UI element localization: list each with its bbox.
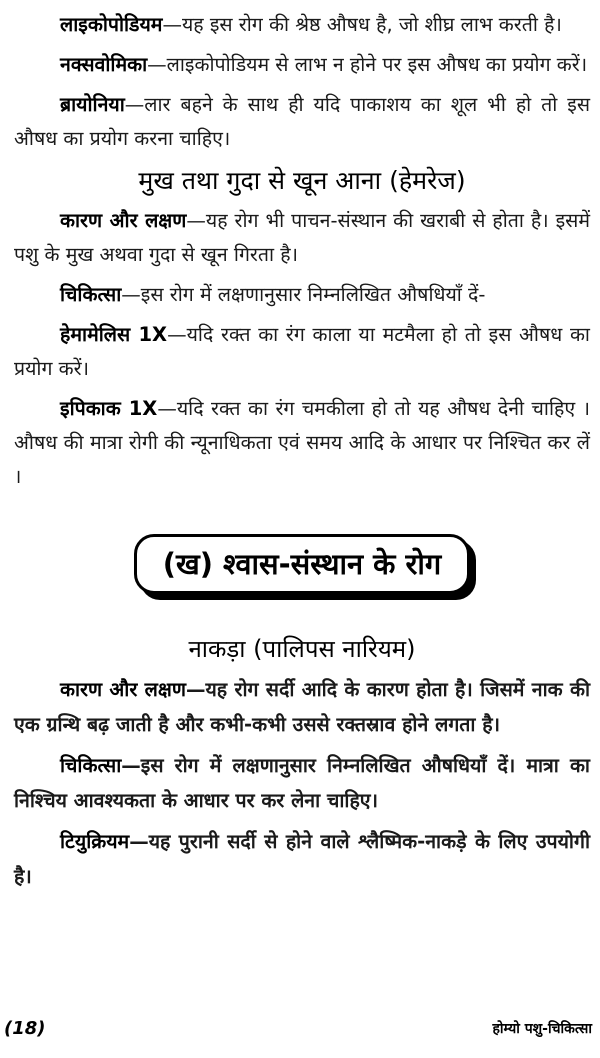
remedy-text: —यह पुरानी सर्दी से होने वाले श्लैष्मिक-नाकड़े के लिए उपयोगी है। — [14, 830, 590, 888]
term-text: —इस रोग में लक्षणानुसार निम्नलिखित औषधियाँ दें। मात्रा का निश्चिय आवश्यकता के आधार पर कर लेना चाहिए। — [14, 754, 590, 812]
paragraph-teucrium — [14, 824, 590, 894]
remedy-text: —यदि रक्त का रंग काला या मटमैला हो तो इस औषध का प्रयोग करें। — [14, 323, 590, 380]
term-label: कारण और लक्षण — [60, 678, 186, 701]
remedy-text: —यदि रक्त का रंग चमकीला हो तो यह औषध देनी चाहिए । औषध की मात्रा रोगी की न्यूनाधिकता एवं समय आदि के आधार पर निश्चित कर लें । — [14, 397, 590, 488]
paragraph-cause-symptoms — [14, 672, 590, 742]
term-text: —यह रोग सर्दी आदि के कारण होता है। जिसमें नाक की एक ग्रन्थि बढ़ जाती है और कभी-कभी उससे रक्तस्राव होने लगता है। — [14, 678, 590, 736]
remedy-term: नक्सवोमिका — [60, 53, 148, 76]
remedy-text: —लाइकोपोडियम से लाभ न होने पर इस औषध का प्रयोग करें। — [147, 53, 588, 76]
polypus-section — [14, 672, 590, 894]
page-footer — [4, 1018, 592, 1039]
term-text: —यह रोग भी पाचन-संस्थान की खराबी से होता है। इसमें पशु के मुख अथवा गुदा से खून गिरता है। — [14, 209, 591, 266]
chapter-box-wrapper — [14, 534, 590, 594]
remedy-term: टियुक्रियम — [60, 830, 130, 853]
paragraph-treatment — [14, 278, 590, 312]
remedy-list-section — [14, 8, 590, 156]
remedy-term: लाइकोपोडियम — [60, 13, 163, 36]
paragraph-lycopodium — [14, 8, 590, 42]
paragraph-hamamelis — [14, 318, 590, 386]
remedy-term: हेमामेलिस 1X — [60, 323, 168, 346]
remedy-term: ब्रायोनिया — [60, 93, 125, 116]
book-page — [14, 8, 590, 894]
running-book-title: होम्यो पशु-चिकित्सा — [492, 1021, 592, 1037]
hemorrhage-section — [14, 204, 590, 494]
chapter-title-box: (ख) श्वास-संस्थान के रोग — [134, 534, 471, 594]
paragraph-ipecac — [14, 392, 590, 494]
paragraph-treatment — [14, 748, 590, 818]
term-label: चिकित्सा — [60, 283, 122, 306]
term-text: —इस रोग में लक्षणानुसार निम्नलिखित औषधियाँ दें- — [121, 283, 486, 306]
remedy-term: इपिकाक 1X — [60, 397, 158, 420]
term-label: कारण और लक्षण — [60, 209, 187, 232]
term-label: चिकित्सा — [60, 754, 122, 777]
remedy-text: —यह इस रोग की श्रेष्ठ औषध है, जो शीघ्र लाभ करती है। — [162, 13, 562, 36]
paragraph-bryonia — [14, 88, 590, 156]
paragraph-cause-symptoms — [14, 204, 590, 272]
paragraph-nux-vomica — [14, 48, 590, 82]
remedy-text: —लार बहने के साथ ही यदि पाकाशय का शूल भी हो तो इस औषध का प्रयोग करना चाहिए। — [14, 93, 590, 150]
page-number: (18) — [4, 1018, 46, 1039]
subheading-polypus: नाकड़ा (पालिपस नारियम) — [188, 635, 416, 663]
section-heading-hemorrhage: मुख तथा गुदा से खून आना (हेमरेज) — [138, 166, 466, 195]
